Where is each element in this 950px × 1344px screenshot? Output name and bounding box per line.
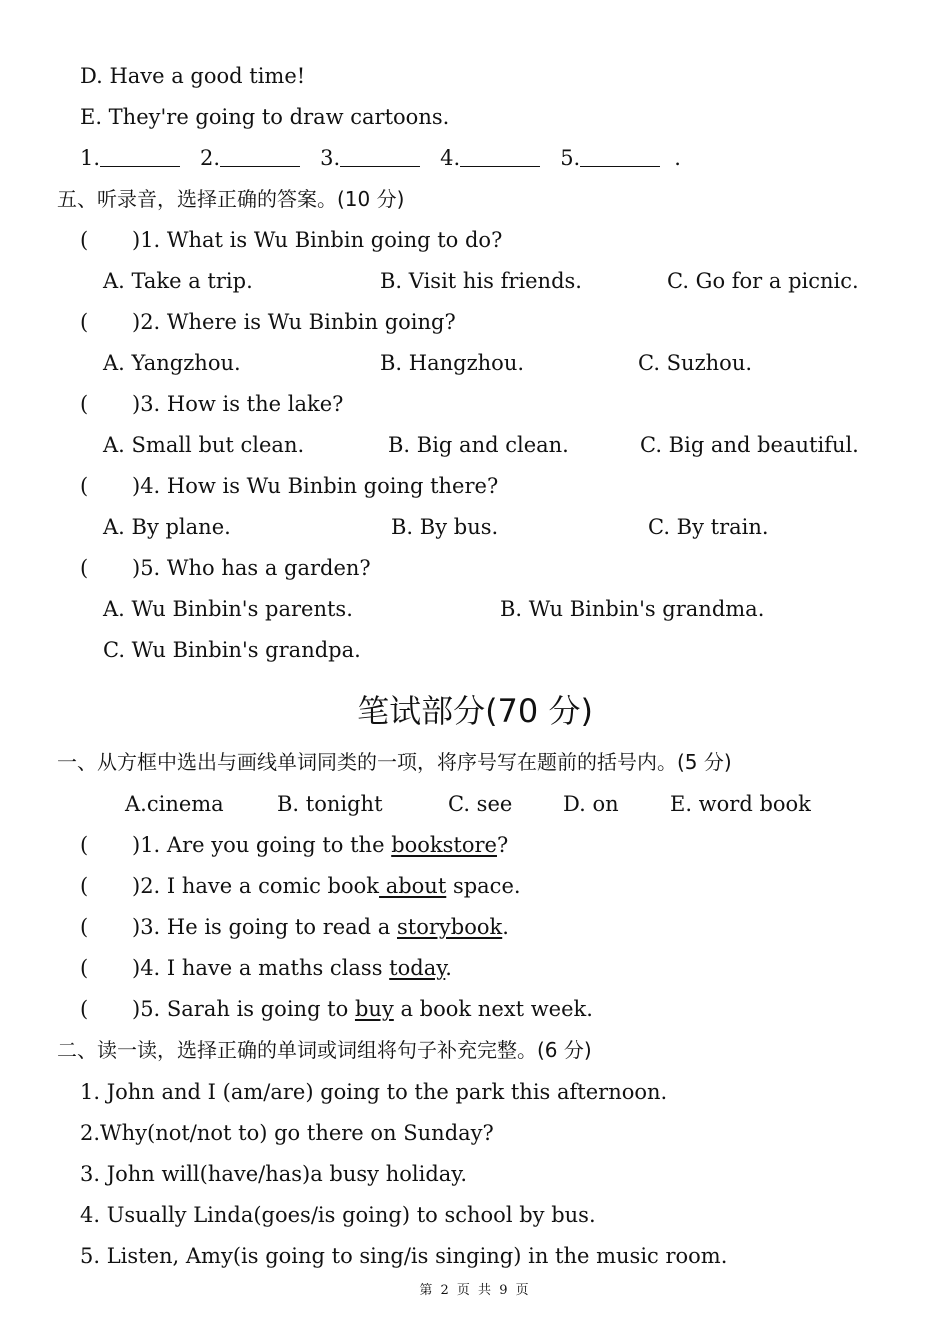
q1-option-c: C. Go for a picnic. bbox=[667, 269, 859, 293]
q4: ( )4. How is Wu Binbin going there? bbox=[80, 474, 499, 498]
part1-item-1: ( )1. Are you going to the bookstore? bbox=[80, 833, 509, 857]
underlined-word: about bbox=[379, 874, 447, 898]
part2-heading: 二、读一读，选择正确的单词或词组将句子补充完整。(6 分) bbox=[57, 1038, 592, 1062]
part2-sentence-2: 2.Why(not/not to) go there on Sunday? bbox=[80, 1121, 494, 1145]
answer-blank[interactable] bbox=[220, 146, 300, 167]
option-d: D. Have a good time! bbox=[80, 64, 306, 88]
part1-item-2: ( )2. I have a comic book about space. bbox=[80, 874, 521, 898]
q5-option-c: C. Wu Binbin's grandpa. bbox=[103, 638, 361, 662]
part1-heading: 一、从方框中选出与画线单词同类的一项，将序号写在题前的括号内。(5 分) bbox=[57, 750, 732, 774]
q4-option-c: C. By train. bbox=[648, 515, 769, 539]
part1-option-e: E. word book bbox=[670, 792, 811, 816]
part1-option-a: A.cinema bbox=[125, 792, 224, 816]
underlined-word: bookstore bbox=[391, 833, 497, 857]
part2-sentence-4: 4. Usually Linda(goes/is going) to school by bus. bbox=[80, 1203, 596, 1227]
answer-blank[interactable] bbox=[100, 146, 180, 167]
q1-option-a: A. Take a trip. bbox=[103, 269, 253, 293]
q5-option-a: A. Wu Binbin's parents. bbox=[103, 597, 353, 621]
q5: ( )5. Who has a garden? bbox=[80, 556, 371, 580]
option-e: E. They're going to draw cartoons. bbox=[80, 105, 450, 129]
answer-blank[interactable] bbox=[340, 146, 420, 167]
q3: ( )3. How is the lake? bbox=[80, 392, 344, 416]
underlined-word: today bbox=[389, 956, 446, 980]
q4-option-a: A. By plane. bbox=[103, 515, 231, 539]
part1-item-3: ( )3. He is going to read a storybook. bbox=[80, 915, 509, 939]
q2-option-a: A. Yangzhou. bbox=[103, 351, 241, 375]
page-footer: 第 2 页 共 9 页 bbox=[419, 1283, 531, 1298]
q3-option-c: C. Big and beautiful. bbox=[640, 433, 859, 457]
part2-sentence-5: 5. Listen, Amy(is going to sing/is singing) in the music room. bbox=[80, 1244, 728, 1268]
q1-option-b: B. Visit his friends. bbox=[380, 269, 582, 293]
section5-heading: 五、听录音，选择正确的答案。(10 分) bbox=[57, 187, 405, 211]
part1-item-4: ( )4. I have a maths class today. bbox=[80, 956, 452, 980]
answer-blank[interactable] bbox=[580, 146, 660, 167]
answer-blank[interactable] bbox=[460, 146, 540, 167]
answer-blanks: 1. 2. 3. 4. 5. . bbox=[80, 146, 681, 170]
written-part-title: 笔试部分(70 分) bbox=[357, 692, 593, 730]
part1-option-b: B. tonight bbox=[277, 792, 383, 816]
part2-sentence-3: 3. John will(have/has)a busy holiday. bbox=[80, 1162, 468, 1186]
q3-option-b: B. Big and clean. bbox=[388, 433, 569, 457]
part1-item-5: ( )5. Sarah is going to buy a book next week. bbox=[80, 997, 593, 1021]
part1-option-c: C. see bbox=[448, 792, 513, 816]
q2-option-c: C. Suzhou. bbox=[638, 351, 753, 375]
q5-option-b: B. Wu Binbin's grandma. bbox=[500, 597, 765, 621]
q2: ( )2. Where is Wu Binbin going? bbox=[80, 310, 456, 334]
underlined-word: storybook bbox=[397, 915, 503, 939]
q4-option-b: B. By bus. bbox=[391, 515, 499, 539]
q2-option-b: B. Hangzhou. bbox=[380, 351, 525, 375]
part1-option-d: D. on bbox=[563, 792, 619, 816]
underlined-word: buy bbox=[354, 997, 394, 1021]
q1: ( )1. What is Wu Binbin going to do? bbox=[80, 228, 503, 252]
part2-sentence-1: 1. John and I (am/are) going to the park this afternoon. bbox=[80, 1080, 668, 1104]
q3-option-a: A. Small but clean. bbox=[103, 433, 305, 457]
